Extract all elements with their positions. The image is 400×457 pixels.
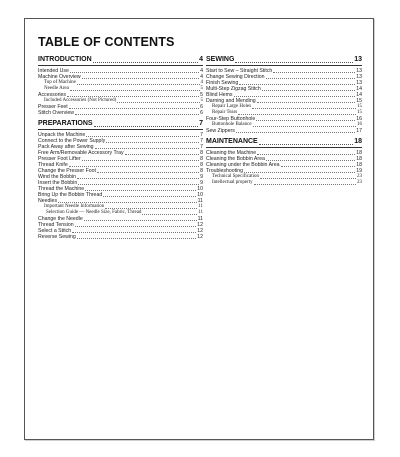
page-number: 5 xyxy=(200,92,203,98)
page-number: 18 xyxy=(356,162,362,168)
entry-title: Selection Guide — Needle Size, Fabric, Thread xyxy=(46,210,142,215)
dot-leader xyxy=(93,58,198,63)
entry-title: Cleaning the Bobbin Area xyxy=(206,156,265,162)
page-number: 9 xyxy=(200,174,203,180)
page-number: 19 xyxy=(356,168,362,174)
page-number: 15 xyxy=(357,110,362,115)
dot-leader xyxy=(85,187,196,191)
dot-leader xyxy=(266,157,355,161)
entry-title: Top of Machine xyxy=(44,80,76,85)
entry-title: Change Sewing Direction xyxy=(206,74,265,80)
section-title: MAINTENANCE xyxy=(206,138,258,145)
page-number: 23 xyxy=(357,180,362,185)
dot-leader xyxy=(70,87,200,91)
toc-section-heading[interactable] xyxy=(206,138,362,146)
entry-title: Machine Overview xyxy=(38,74,81,80)
page-number: 12 xyxy=(197,234,203,240)
dot-leader xyxy=(94,122,199,127)
dot-leader xyxy=(234,93,356,97)
section-title: PREPARATIONS xyxy=(38,120,93,127)
entry-title: Change the Needle xyxy=(38,216,83,222)
dot-leader xyxy=(256,117,355,121)
entry-title: Stitch Overview xyxy=(38,110,75,116)
section-rule xyxy=(38,129,203,130)
dot-leader xyxy=(266,75,356,79)
section-title: INTRODUCTION xyxy=(38,56,92,63)
dot-leader xyxy=(77,235,196,239)
dot-leader xyxy=(253,123,356,127)
page-number: 15 xyxy=(357,104,362,109)
page-number: 11 xyxy=(197,198,203,204)
entry-title: Insert the Bobbin xyxy=(38,180,78,186)
page-number: 13 xyxy=(356,68,362,74)
entry-title: Bring Up the Bobbin Thread xyxy=(38,192,103,198)
entry-title: Wind the Bobbin xyxy=(38,174,77,180)
dot-leader xyxy=(254,181,356,185)
dot-leader xyxy=(75,223,197,227)
page-number: 11 xyxy=(198,210,203,215)
entry-title: Multi-Step Zigzag Stitch xyxy=(206,86,261,92)
entry-title: Blind Hems xyxy=(206,92,233,98)
dot-leader xyxy=(82,75,199,79)
entry-title: Needles xyxy=(38,198,58,204)
section-rule xyxy=(38,65,203,66)
dot-leader xyxy=(69,163,199,167)
page-number: 13 xyxy=(354,56,362,63)
document-page xyxy=(24,18,374,440)
dot-leader xyxy=(103,193,196,197)
page-number: 4 xyxy=(199,56,203,63)
entry-title: Darning and Mending xyxy=(206,98,256,104)
entry-title: Sew Zippers xyxy=(206,128,235,134)
entry-title: Unpack the Machine xyxy=(38,132,86,138)
page-number: 11 xyxy=(197,216,203,222)
entry-title: Free Arm/Removable Accessory Tray xyxy=(38,150,124,156)
entry-title: Repair Large Holes xyxy=(212,104,252,109)
dot-leader xyxy=(244,169,355,173)
entry-title: Buttonhole Balance xyxy=(212,122,252,127)
page-number: 6 xyxy=(200,110,203,116)
entry-title: Accessories xyxy=(38,92,66,98)
toc-column-left xyxy=(38,56,203,240)
page-number: 18 xyxy=(356,156,362,162)
page-number: 8 xyxy=(200,162,203,168)
dot-leader xyxy=(235,58,353,63)
toc-section-heading[interactable] xyxy=(38,56,203,64)
toc-entry[interactable] xyxy=(38,234,203,240)
dot-leader xyxy=(86,133,199,137)
entry-title: Thread Tension xyxy=(38,222,74,228)
dot-leader xyxy=(72,229,196,233)
entry-title: Connect to the Power Supply xyxy=(38,138,106,144)
dot-leader xyxy=(252,105,356,109)
page-number: 23 xyxy=(357,174,362,179)
page-number: 4 xyxy=(200,74,203,80)
dot-leader xyxy=(125,151,199,155)
dot-leader xyxy=(262,87,355,91)
dot-leader xyxy=(238,111,356,115)
page-number: 16 xyxy=(356,116,362,122)
entry-title: Technical Specification xyxy=(212,174,259,179)
page-number: 14 xyxy=(356,86,362,92)
page-number: 8 xyxy=(200,150,203,156)
page-number: 15 xyxy=(356,98,362,104)
page-number: 7 xyxy=(200,132,203,138)
dot-leader xyxy=(97,169,199,173)
page-number: 9 xyxy=(200,180,203,186)
entry-title: Cleaning under the Bobbin Area xyxy=(206,162,280,168)
dot-leader xyxy=(75,111,199,115)
page-number: 16 xyxy=(357,122,362,127)
entry-title: Four-Step Buttonhole xyxy=(206,116,256,122)
entry-title: Thread Knife xyxy=(38,162,68,168)
entry-title: Presser Feet xyxy=(38,104,68,110)
section-rule xyxy=(206,65,362,66)
entry-title: Troubleshooting xyxy=(206,168,244,174)
page-number: 13 xyxy=(356,74,362,80)
dot-leader xyxy=(239,81,355,85)
dot-leader xyxy=(259,140,353,145)
page-number: 12 xyxy=(197,222,203,228)
dot-leader xyxy=(142,211,197,215)
page-number: 12 xyxy=(197,228,203,234)
page-number: 10 xyxy=(197,192,203,198)
entry-title: Important Needle Information xyxy=(44,204,105,209)
dot-leader xyxy=(82,157,199,161)
page-number: 4 xyxy=(200,80,203,85)
dot-leader xyxy=(260,175,356,179)
toc-section-heading[interactable] xyxy=(206,56,362,64)
toc-column-right xyxy=(206,56,362,186)
entry-title: Thread the Machine xyxy=(38,186,85,192)
dot-leader xyxy=(70,69,199,73)
page-number: 10 xyxy=(197,186,203,192)
entry-title: Intended Use xyxy=(38,68,69,74)
entry-title: Included Accessories (Not Pictured) xyxy=(44,98,117,103)
entry-title: Intellectual property xyxy=(212,180,253,185)
page-number: 5 xyxy=(200,98,203,103)
page-number: 7 xyxy=(199,120,203,127)
entry-title: Start to Sew – Straight Stitch xyxy=(206,68,273,74)
entry-title: Change the Presser Foot xyxy=(38,168,96,174)
entry-title: Cleaning the Machine xyxy=(206,150,257,156)
page-number: 18 xyxy=(356,150,362,156)
dot-leader xyxy=(273,69,355,73)
dot-leader xyxy=(78,181,199,185)
entry-title: Presser Foot Lifter xyxy=(38,156,81,162)
page-number: 5 xyxy=(200,86,203,91)
dot-leader xyxy=(77,81,200,85)
entry-title: Reverse Sewing xyxy=(38,234,76,240)
page-number: 18 xyxy=(354,138,362,145)
dot-leader xyxy=(117,99,199,103)
page-number: 6 xyxy=(200,104,203,110)
page-number: 17 xyxy=(356,128,362,134)
dot-leader xyxy=(95,145,200,149)
entry-title: Pack Away after Sewing xyxy=(38,144,94,150)
dot-leader xyxy=(67,93,199,97)
toc-section-heading[interactable] xyxy=(38,120,203,128)
page-title: TABLE OF CONTENTS xyxy=(38,35,175,49)
section-title: SEWING xyxy=(206,56,235,63)
dot-leader xyxy=(106,139,199,143)
dot-leader xyxy=(257,151,355,155)
dot-leader xyxy=(105,205,197,209)
dot-leader xyxy=(281,163,356,167)
dot-leader xyxy=(84,217,197,221)
page-number: 8 xyxy=(200,168,203,174)
page-number: 14 xyxy=(356,92,362,98)
page-number: 13 xyxy=(356,80,362,86)
toc-entry[interactable] xyxy=(206,180,362,186)
entry-title: Needle Area xyxy=(44,86,69,91)
page-number: 7 xyxy=(200,138,203,144)
page-number: 11 xyxy=(198,204,203,209)
entry-title: Repair Tears xyxy=(212,110,238,115)
page-number: 7 xyxy=(200,144,203,150)
dot-leader xyxy=(236,129,355,133)
dot-leader xyxy=(77,175,199,179)
dot-leader xyxy=(58,199,197,203)
entry-title: Select a Stitch xyxy=(38,228,72,234)
page-number: 4 xyxy=(200,68,203,74)
section-rule xyxy=(206,147,362,148)
page-number: 8 xyxy=(200,156,203,162)
entry-title: Finish Sewing xyxy=(206,80,239,86)
dot-leader xyxy=(69,105,199,109)
dot-leader xyxy=(257,99,356,103)
